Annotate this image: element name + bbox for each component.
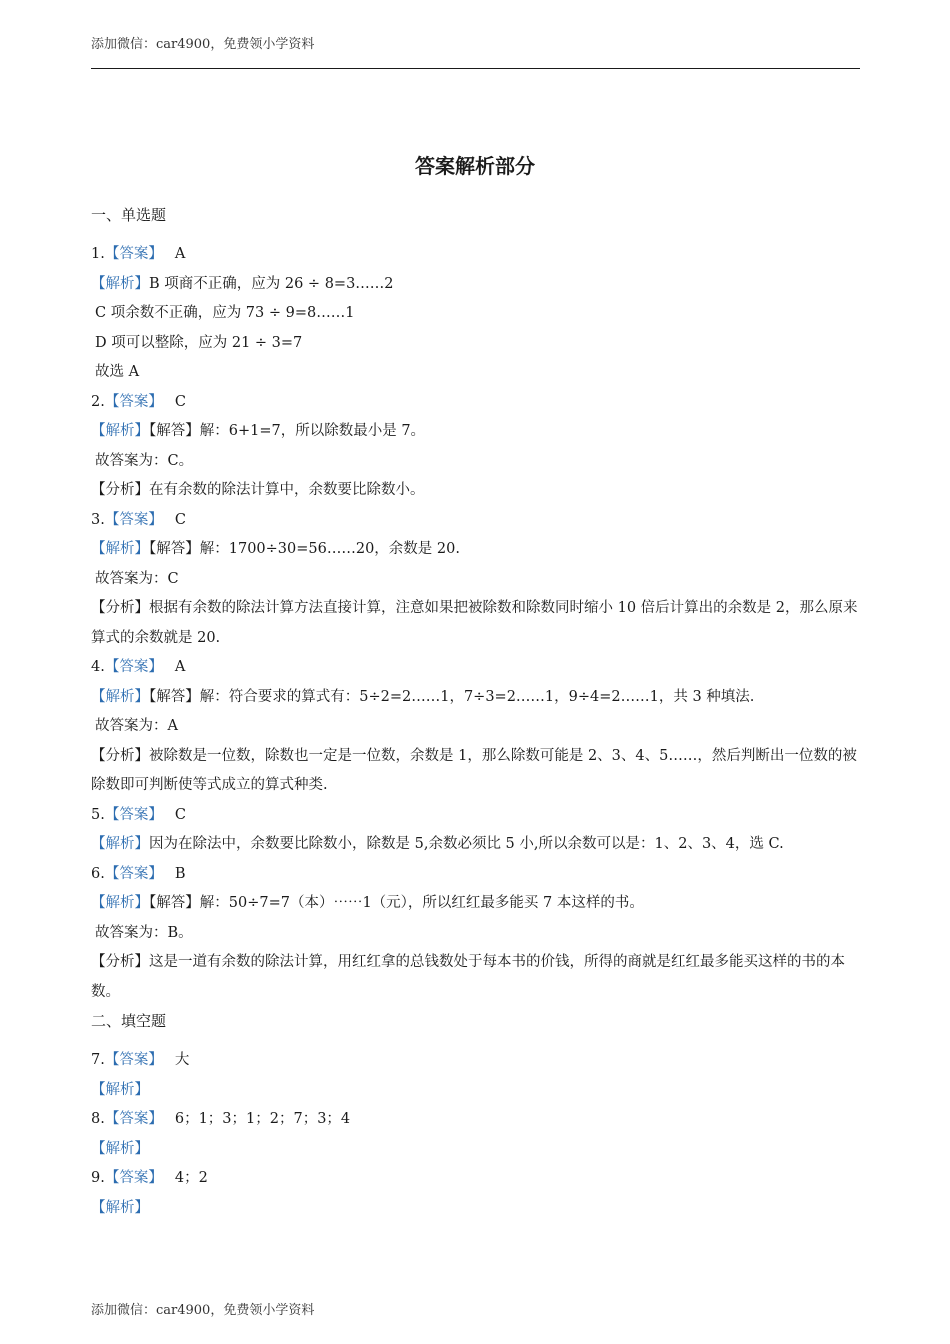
analysis-tag: 【解析】 [91, 541, 149, 557]
page-title: 答案解析部分 [415, 154, 535, 178]
q1-answer-line [91, 240, 859, 270]
answer-tag: 【答案】 [104, 1111, 163, 1127]
q5-answer-line [91, 801, 859, 831]
analysis-tag: 【解析】 [91, 423, 149, 439]
answer-tag: 【答案】 [104, 865, 163, 882]
answer-tag: 【答案】 [104, 1170, 163, 1186]
q2-answer-line [91, 388, 859, 418]
q6-note: 【分析】这是一道有余数的除法计算，用红红拿的总钱数处于每本书的价钱，所得的商就是红红最多能买这样的书的本数。 [91, 954, 845, 1000]
q3-conclusion: 故答案为：C [95, 570, 179, 587]
q9-answer-line [91, 1164, 859, 1194]
q4-analysis-line [91, 683, 859, 713]
section-heading-single-choice: 一、单选题 [91, 206, 167, 224]
q1-analysis-line-2: C 项余数不正确，应为 73 ÷ 9=8……1 [95, 305, 355, 321]
q7-number: 7. [91, 1052, 105, 1068]
analysis-tag: 【解析】 [91, 895, 149, 911]
q1-analysis: B 项商不正确，应为 26 ÷ 8=3……2 [149, 275, 394, 292]
q7-answer-line [91, 1046, 859, 1076]
q4-conclusion: 故答案为：A [95, 718, 178, 734]
q2-analysis-line [91, 417, 859, 447]
q1-analysis-line [91, 270, 859, 300]
answer-tag: 【答案】 [104, 1052, 163, 1068]
analysis-tag: 【解析】 [91, 1140, 149, 1157]
q1-number: 1. [91, 246, 105, 262]
q2-number: 2. [91, 393, 105, 410]
q9-number: 9. [91, 1170, 105, 1186]
answer-tag: 【答案】 [104, 659, 163, 675]
q8-answer-line [91, 1105, 859, 1135]
header-divider [91, 68, 860, 69]
analysis-tag: 【解析】 [91, 275, 149, 292]
analysis-tag: 【解析】 [91, 688, 149, 705]
q5-number: 5. [91, 806, 105, 823]
q2-answer: C [174, 393, 186, 410]
footer-note: 添加微信：car4900，免费领小学资料 [91, 1303, 315, 1318]
q7-analysis-line [91, 1076, 859, 1106]
q4-number: 4. [91, 659, 105, 675]
q2-note: 【分析】在有余数的除法计算中，余数要比除数小。 [91, 482, 425, 498]
q5-answer: C [174, 806, 186, 823]
header-note: 添加微信：car4900，免费领小学资料 [91, 37, 315, 52]
answer-tag: 【答案】 [104, 246, 163, 262]
q3-number: 3. [91, 511, 105, 528]
q3-answer-line [91, 506, 859, 536]
section-heading-fill-blank: 二、填空题 [91, 1012, 167, 1030]
q8-number: 8. [91, 1111, 105, 1127]
q3-analysis-line [91, 535, 859, 565]
q2-conclusion: 故答案为：C。 [95, 452, 194, 469]
q4-note: 【分析】被除数是一位数，除数也一定是一位数，余数是 1，那么除数可能是 2、3、4、5……，然后判断出一位数的被除数即可判断使等式成立的算式种类. [91, 747, 857, 793]
q6-answer: B [174, 865, 186, 882]
answer-content [91, 200, 859, 1223]
q9-answer: 4；2 [174, 1170, 208, 1186]
q1-analysis-line-3: D 项可以整除，应为 21 ÷ 3=7 [95, 334, 303, 351]
q7-answer: 大 [174, 1052, 190, 1068]
analysis-tag: 【解析】 [91, 836, 149, 852]
q8-analysis-line [91, 1135, 859, 1165]
q4-answer: A [174, 659, 186, 675]
q3-answer: C [174, 511, 186, 528]
q6-number: 6. [91, 865, 105, 882]
analysis-tag: 【解析】 [91, 1081, 149, 1098]
answer-tag: 【答案】 [104, 393, 163, 410]
analysis-tag: 【解析】 [91, 1199, 149, 1216]
q5-analysis-line [91, 830, 859, 860]
q2-analysis: 【解答】解：6+1=7，所以除数最小是 7。 [149, 423, 426, 439]
q6-conclusion: 故答案为：B。 [95, 924, 193, 941]
answer-tag: 【答案】 [104, 806, 163, 823]
q6-answer-line [91, 860, 859, 890]
q4-analysis: 【解答】解：符合要求的算式有：5÷2=2……1，7÷3=2……1，9÷4=2……1，共 3 种填法. [149, 688, 755, 705]
q1-answer: A [174, 246, 186, 262]
q6-analysis-line [91, 889, 859, 919]
q3-note: 【分析】根据有余数的除法计算方法直接计算，注意如果把被除数和除数同时缩小 10 倍后计算出的余数是 2，那么原来算式的余数就是 20. [91, 600, 858, 646]
q5-analysis: 因为在除法中，余数要比除数小，除数是 5,余数必须比 5 小,所以余数可以是：1、2、3、4，选 C. [149, 836, 784, 852]
q8-answer: 6；1；3；1；2；7；3；4 [174, 1111, 351, 1127]
q9-analysis-line [91, 1194, 859, 1224]
q1-analysis-line-4: 故选 A [95, 364, 140, 380]
answer-tag: 【答案】 [104, 511, 163, 528]
q3-analysis: 【解答】解：1700÷30=56……20，余数是 20. [149, 541, 460, 557]
q4-answer-line [91, 653, 859, 683]
q6-analysis: 【解答】解：50÷7=7（本）⋯⋯1（元），所以红红最多能买 7 本这样的书。 [149, 895, 644, 911]
